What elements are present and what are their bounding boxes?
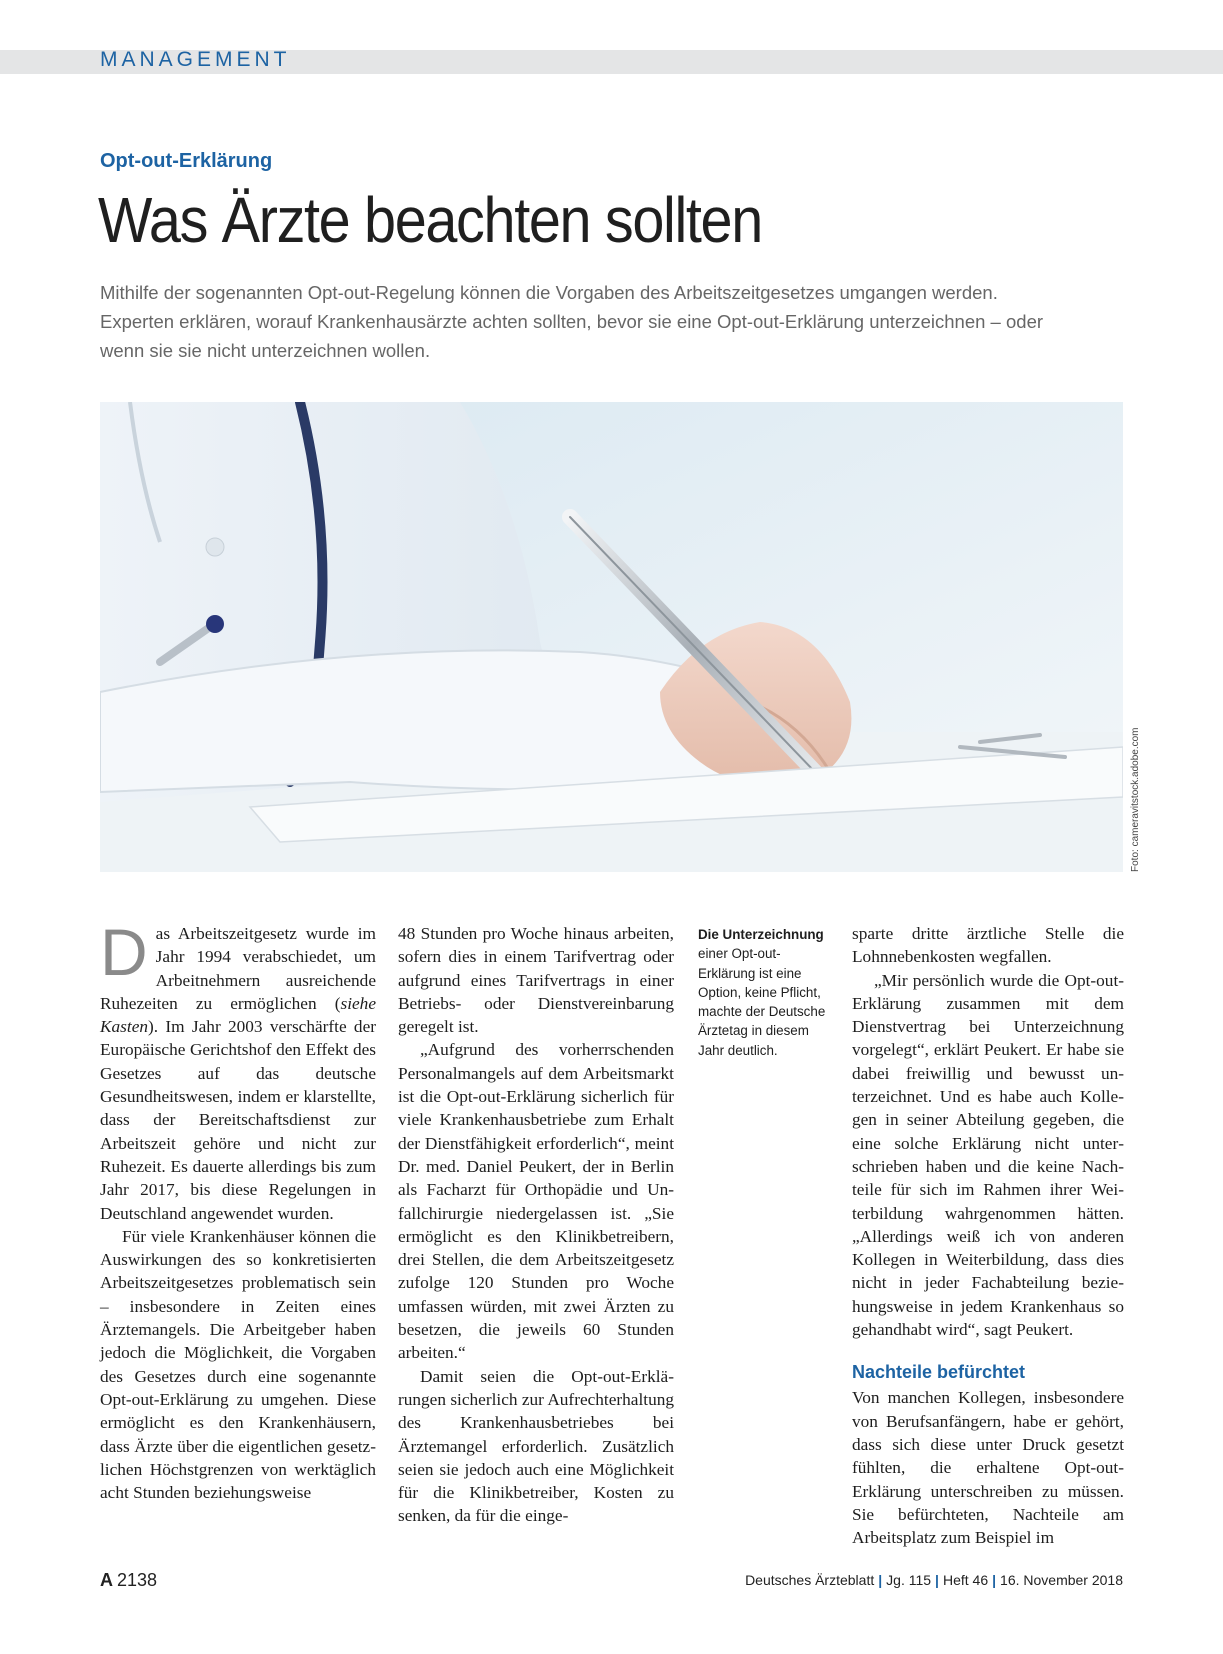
- article-photo: [100, 402, 1123, 872]
- article-kicker: Opt-out-Erklärung: [100, 150, 273, 172]
- journal-issue: Heft 46: [942, 1572, 989, 1588]
- photo-caption: [698, 925, 833, 1060]
- separator: |: [878, 1572, 883, 1588]
- journal-footer: [745, 1572, 1123, 1588]
- paragraph: [100, 915, 376, 1225]
- paragraph: Von manchen Kollegen, insbesondere von Berufsanfängern, habe er gehört, dass sich diese unter Druck gesetzt fühlten, die erhaltene Opt-out-Erklärung unterschreiben zu müssen. Sie befürchteten, Nachteile am Arbeitsplatz zum Beispiel im: [852, 1388, 1124, 1548]
- paragraph: Damit seien die Opt-out-Erklärungen sicherlich zur Aufrechterhaltung des Krankenhausbetriebes bei Ärztemangel erforderlich. Zusätzlich seien sie jedoch auch eine Möglichkeit für die Klinikbetreiber, Kosten zu senken, da für die einge-: [398, 1366, 674, 1526]
- article-column-1: [100, 915, 376, 1504]
- caption-text: einer Opt-out-Erklärung ist eine Option, keine Pflicht, machte der Deutsche Ärztetag in diesem Jahr deutlich.: [698, 946, 826, 1058]
- paragraph: sparte dritte ärztliche Stelle die Lohnnebenkosten wegfallen.: [852, 924, 1124, 967]
- doctor-writing-illustration: [100, 402, 1123, 872]
- journal-volume: Jg. 115: [886, 1572, 932, 1588]
- cross-reference: siehe Kasten: [100, 993, 376, 1037]
- article-headline: Was Ärzte beachten sollten: [98, 184, 762, 256]
- paragraph: „Mir persönlich wurde die Opt-out-Erklärung zusammen mit dem Dienstvertrag bei Unterzeichnung vorgelegt“, erklärt Peukert. Er habe sie dabei freiwillig und bewusst unterzeichnet. Und es habe auch Kollegen in seiner Abteilung gegeben, die eine solche Erklärung nicht unterschrieben haben und die keine Nachteile für sich im Rahmen ihrer Weiterbildung wahrgenommen hätten. „Allerdings weiß ich von anderen Kollegen in Weiterbildung, dass dies nicht in jeder Fachabteilung beziehungsweise in jedem Krankenhaus so gehandhabt wird“, sagt Peukert.: [852, 970, 1124, 1340]
- section-label: MANAGEMENT: [100, 48, 291, 71]
- text-run: as Arbeitszeitgesetz wurde im Jahr 1994 verabschiedet, um Arbeitnehmern ausreichende Ruhezeiten zu ermöglichen (: [100, 924, 376, 1013]
- paragraph: Für viele Krankenhäuser können die Auswirkungen des so konkretisierten Arbeitszeitgesetzes problematisch sein – insbesondere in Zeiten eines Ärztemangels. Die Arbeitgeber haben jedoch die Möglichkeit, die Vorgaben des Gesetzes durch eine sogenannte Opt-out-Erklärung zu umgehen. Diese ermöglicht es den Krankenhäusern, dass Ärzte über die eigentlichen gesetzlichen Höchstgrenzen von werktäglich acht Stunden beziehungsweise: [100, 1226, 376, 1503]
- caption-lead: Die Unterzeichnung: [698, 927, 824, 942]
- article-column-2: [398, 922, 674, 1528]
- text-run: ). Im Jahr 2003 verschärfte der Europäische Gerichtshof den Effekt des Gesetzes auf das deutsche Gesundheitswesen, indem er klarstellte, dass der Bereitschaftsdienst zur Arbeitszeit gehöre und nicht zur Ruhezeit. Es dauerte allerdings bis zum Jahr 2017, bis diese Regelungen in Deutschland angewendet wurden.: [100, 1017, 376, 1223]
- paragraph: „Aufgrund des vorherrschenden Personalmangels auf dem Arbeitsmarkt ist die Opt-out-Erklärung sicherlich für viele Krankenhausbetriebe zum Erhalt der Dienstfähigkeit erforderlich“, meint Dr. med. Daniel Peukert, der in Berlin als Facharzt für Orthopädie und Unfallchirurgie niedergelassen ist. „Sie ermöglicht es den Klinikbetreibern, drei Stellen, die dem Arbeitszeitgesetz zufolge 120 Stunden pro Woche umfassen würden, mit zwei Ärzten zu besetzen, die jeweils 60 Stunden arbeiten.“: [398, 1040, 674, 1363]
- page-number: [100, 1570, 157, 1591]
- journal-name: Deutsches Ärzteblatt: [745, 1572, 875, 1588]
- drop-cap: D: [100, 915, 148, 989]
- page-prefix: A: [100, 1570, 113, 1590]
- section-subhead: Nachteile befürchtet: [852, 1362, 1026, 1383]
- page-number-value: 2138: [117, 1570, 158, 1590]
- article-column-3: [852, 922, 1124, 1549]
- journal-date: 16. November 2018: [1000, 1572, 1123, 1588]
- photo-credit: Foto: cameravitstock.adobe.com: [1130, 727, 1141, 872]
- article-lead: Mithilfe der sogenannten Opt-out-Regelung können die Vorgaben des Arbeitszeitgesetzes umgangen werden. Experten erklären, worauf Krankenhausärzte achten sollten, bevor sie eine Opt-out-Erklärung unterzeichnen – oder wenn sie sie nicht unterzeichnen wollen.: [100, 282, 1044, 361]
- separator: |: [935, 1572, 939, 1588]
- paragraph: 48 Stunden pro Woche hinaus arbeiten, sofern dies in einem Tarifvertrag oder aufgrund eines Tarifvertrags in einer Betriebs- oder Dienstvereinbarung geregelt ist.: [398, 924, 674, 1037]
- separator: |: [992, 1572, 997, 1588]
